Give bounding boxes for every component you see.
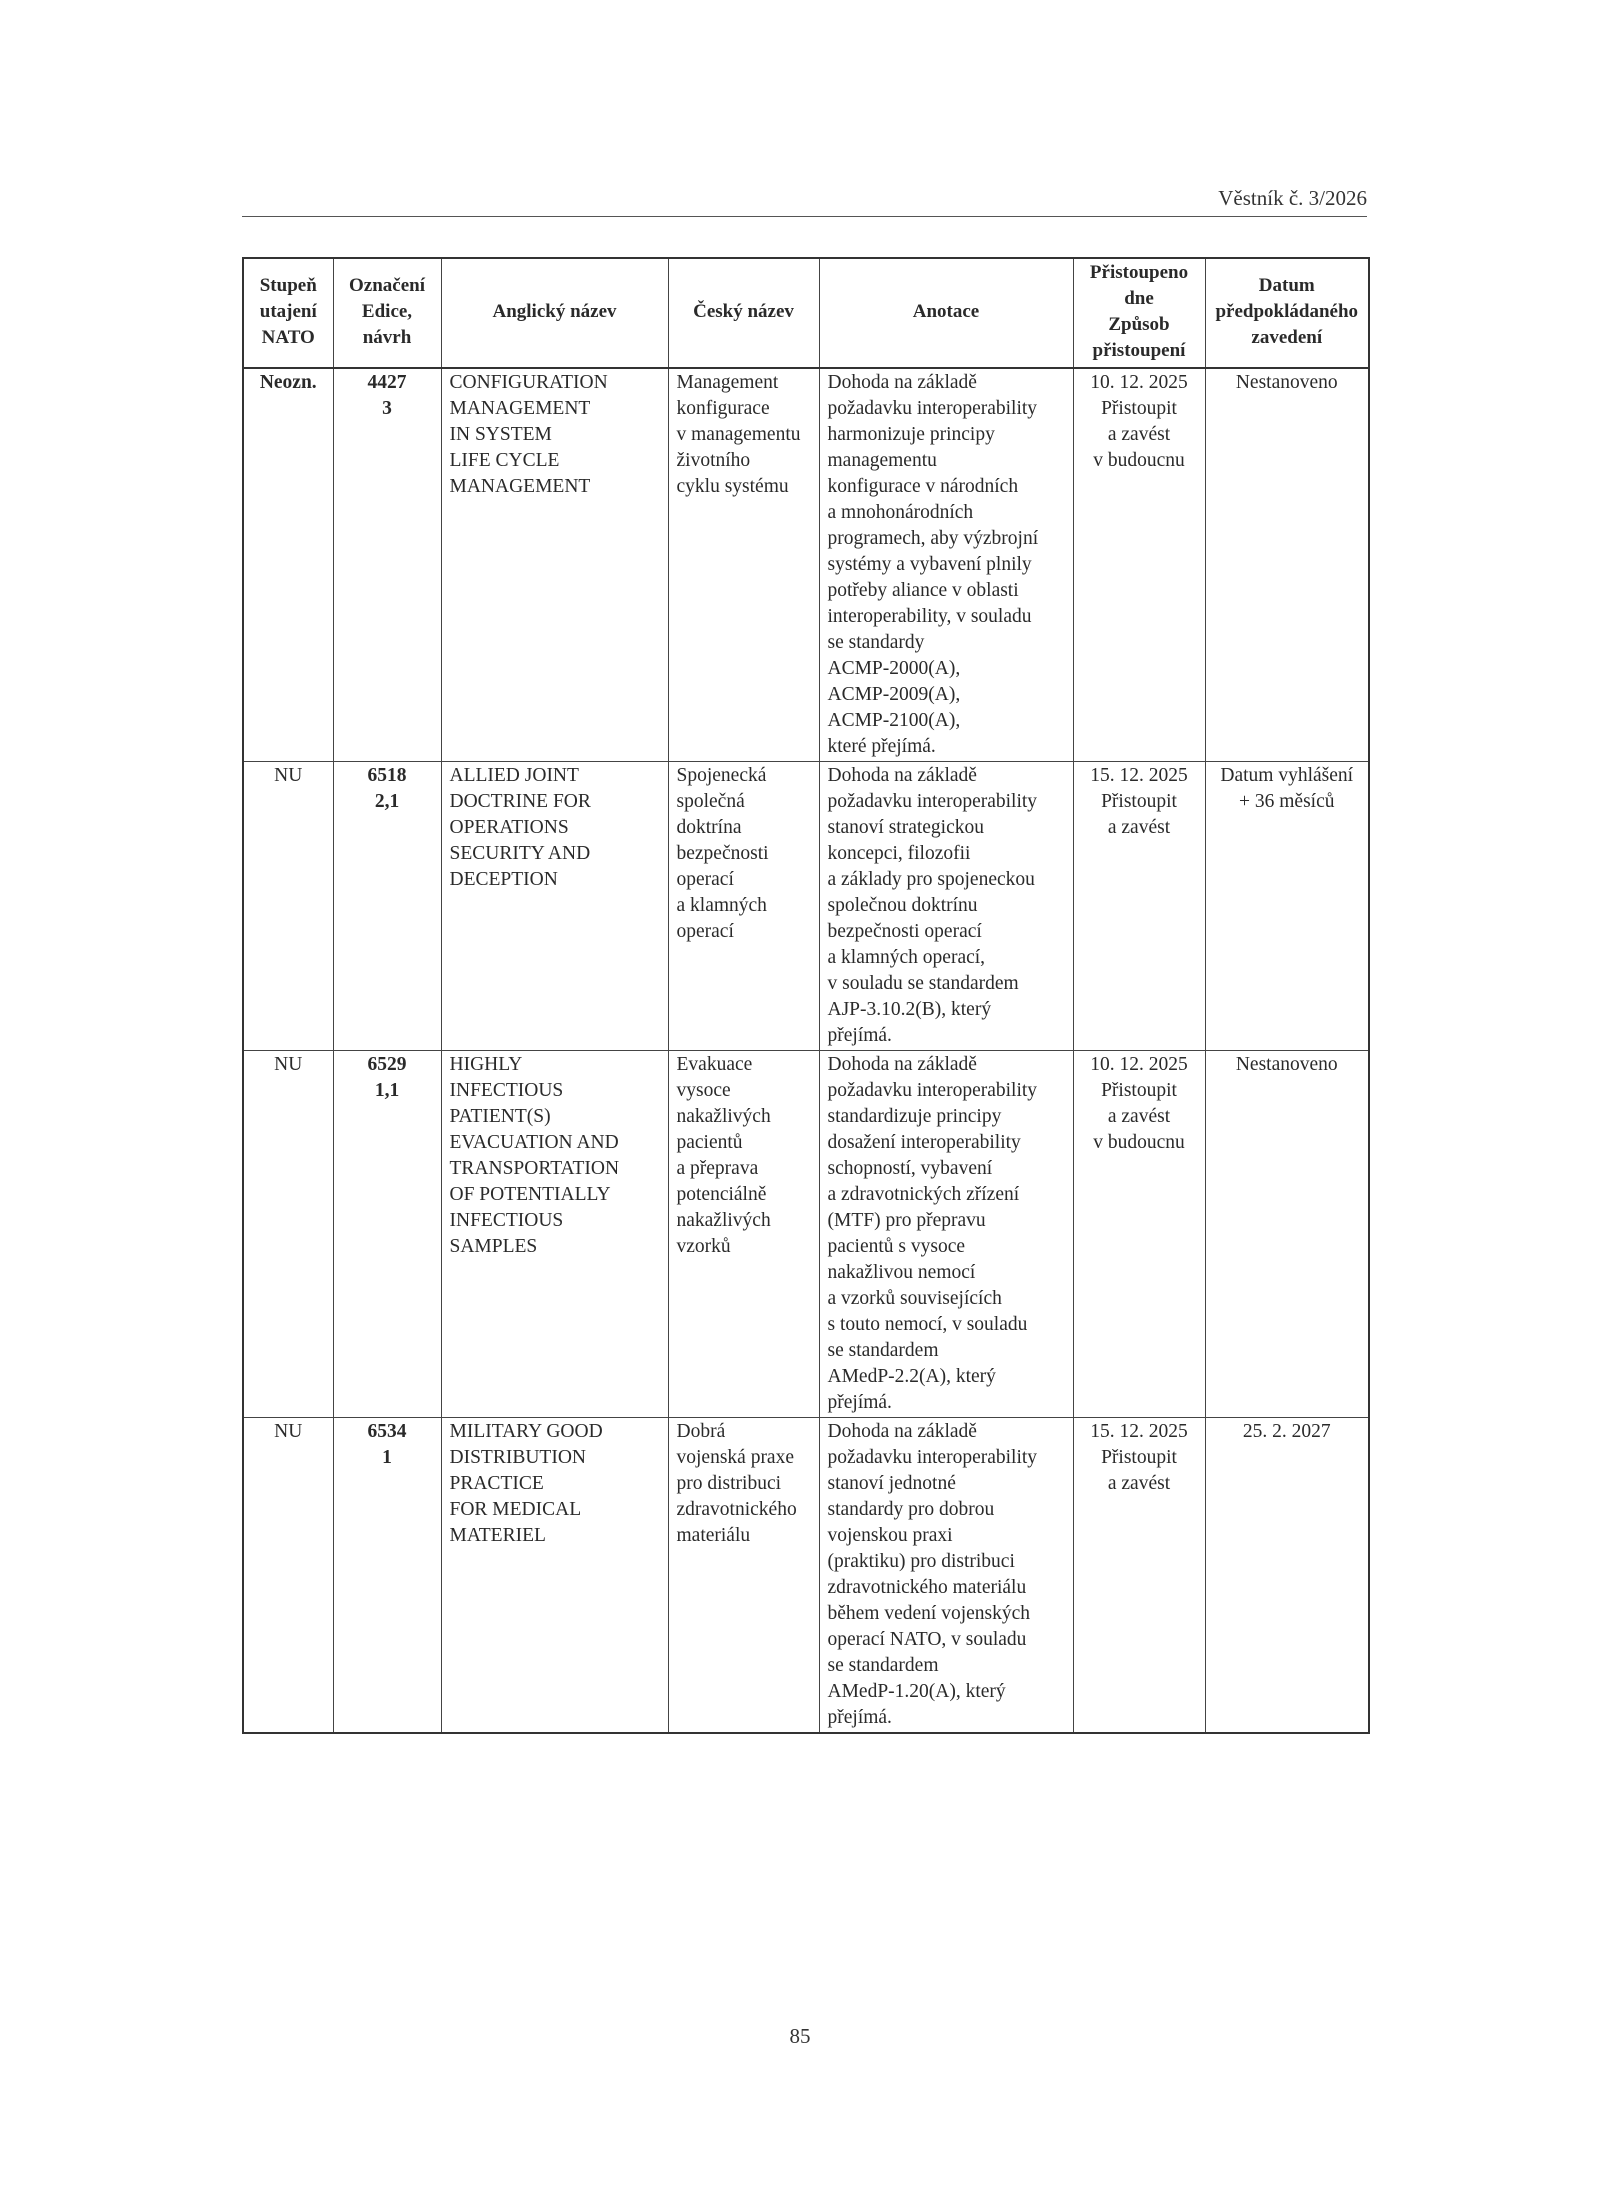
table-header-row bbox=[243, 258, 1369, 368]
header-datum-zavedeni: Datum předpokládaného zavedení bbox=[1205, 258, 1369, 368]
cell-anotace: Dohoda na základě požadavku interoperability stanoví jednotné standardy pro dobrou vojenskou praxi (praktiku) pro distribuci zdravotnického materiálu během vedení vojenských operací NATO, v souladu se standardem AMedP-1.20(A), který přejímá. bbox=[819, 1418, 1073, 1734]
header-anotace: Anotace bbox=[819, 258, 1073, 368]
cell-cesky-nazev: Management konfigurace v managementu životního cyklu systému bbox=[668, 368, 819, 762]
cell-stupen: NU bbox=[243, 762, 333, 1051]
cell-oznaceni: 4427 3 bbox=[333, 368, 441, 762]
standards-table bbox=[242, 257, 1370, 1734]
table-row bbox=[243, 762, 1369, 1051]
cell-oznaceni: 6529 1,1 bbox=[333, 1051, 441, 1418]
cell-anotace: Dohoda na základě požadavku interoperability standardizuje principy dosažení interoperability schopností, vybavení a zdravotnických zřízení (MTF) pro přepravu pacientů s vysoce nakažlivou nemocí a vzorků souvisejících s touto nemocí, v souladu se standardem AMedP-2.2(A), který přejímá. bbox=[819, 1051, 1073, 1418]
table-row bbox=[243, 368, 1369, 762]
cell-oznaceni: 6534 1 bbox=[333, 1418, 441, 1734]
cell-datum-zavedeni: Datum vyhlášení + 36 měsíců bbox=[1205, 762, 1369, 1051]
cell-anglicky-nazev: HIGHLY INFECTIOUS PATIENT(S) EVACUATION AND TRANSPORTATION OF POTENTIALLY INFECTIOUS SAMPLES bbox=[441, 1051, 668, 1418]
cell-datum-zavedeni: 25. 2. 2027 bbox=[1205, 1418, 1369, 1734]
cell-anglicky-nazev: ALLIED JOINT DOCTRINE FOR OPERATIONS SECURITY AND DECEPTION bbox=[441, 762, 668, 1051]
cell-pristoupeno: 10. 12. 2025 Přistoupit a zavést v budoucnu bbox=[1073, 1051, 1205, 1418]
header-rule bbox=[242, 216, 1367, 217]
cell-datum-zavedeni: Nestanoveno bbox=[1205, 1051, 1369, 1418]
cell-anotace: Dohoda na základě požadavku interoperability harmonizuje principy managementu konfigurace v národních a mnohonárodních programech, aby výzbrojní systémy a vybavení plnily potřeby aliance v oblasti interoperability, v souladu se standardy ACMP-2000(A), ACMP-2009(A), ACMP-2100(A), které přejímá. bbox=[819, 368, 1073, 762]
cell-stupen: Neozn. bbox=[243, 368, 333, 762]
table-row bbox=[243, 1051, 1369, 1418]
cell-anglicky-nazev: CONFIGURATION MANAGEMENT IN SYSTEM LIFE CYCLE MANAGEMENT bbox=[441, 368, 668, 762]
cell-cesky-nazev: Spojenecká společná doktrína bezpečnosti operací a klamných operací bbox=[668, 762, 819, 1051]
cell-datum-zavedeni: Nestanoveno bbox=[1205, 368, 1369, 762]
cell-pristoupeno: 10. 12. 2025 Přistoupit a zavést v budoucnu bbox=[1073, 368, 1205, 762]
cell-cesky-nazev: Evakuace vysoce nakažlivých pacientů a přeprava potenciálně nakažlivých vzorků bbox=[668, 1051, 819, 1418]
cell-stupen: NU bbox=[243, 1051, 333, 1418]
cell-anotace: Dohoda na základě požadavku interoperability stanoví strategickou koncepci, filozofii a základy pro spojeneckou společnou doktrínu bezpečnosti operací a klamných operací, v souladu se standardem AJP-3.10.2(B), který přejímá. bbox=[819, 762, 1073, 1051]
page-number: 85 bbox=[789, 2024, 811, 2048]
header-cesky-nazev: Český název bbox=[668, 258, 819, 368]
table-row bbox=[243, 1418, 1369, 1734]
header-pristoupeno: Přistoupeno dne Způsob přistoupení bbox=[1073, 258, 1205, 368]
header-oznaceni: Označení Edice, návrh bbox=[333, 258, 441, 368]
cell-cesky-nazev: Dobrá vojenská praxe pro distribuci zdravotnického materiálu bbox=[668, 1418, 819, 1734]
cell-anglicky-nazev: MILITARY GOOD DISTRIBUTION PRACTICE FOR MEDICAL MATERIEL bbox=[441, 1418, 668, 1734]
cell-pristoupeno: 15. 12. 2025 Přistoupit a zavést bbox=[1073, 762, 1205, 1051]
header-anglicky-nazev: Anglický název bbox=[441, 258, 668, 368]
page-header: Věstník č. 3/2026 bbox=[1218, 186, 1367, 210]
cell-pristoupeno: 15. 12. 2025 Přistoupit a zavést bbox=[1073, 1418, 1205, 1734]
header-stupen: Stupeň utajení NATO bbox=[243, 258, 333, 368]
cell-stupen: NU bbox=[243, 1418, 333, 1734]
cell-oznaceni: 6518 2,1 bbox=[333, 762, 441, 1051]
